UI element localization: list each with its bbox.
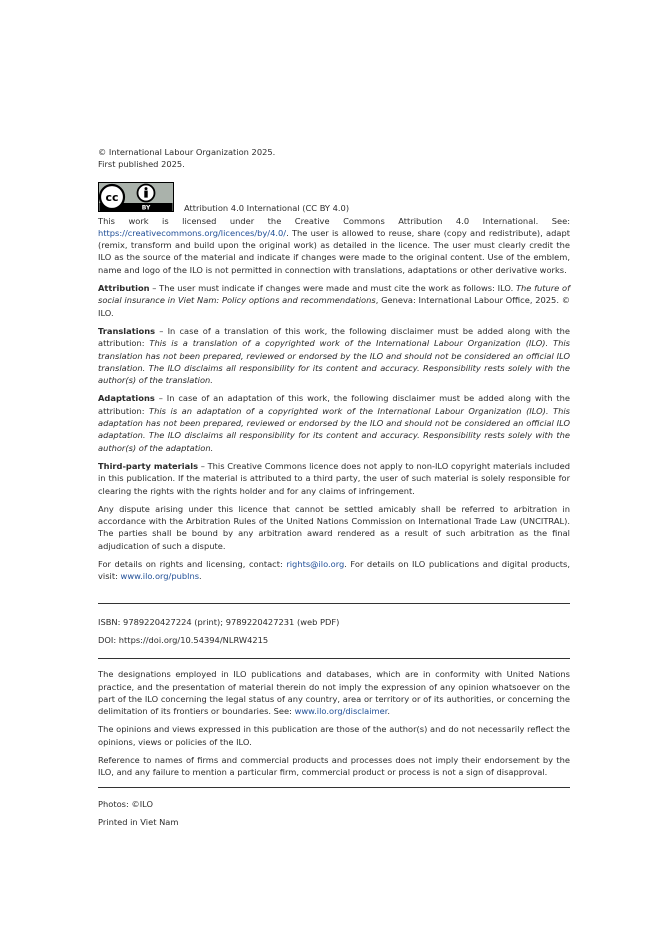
third-party-heading: Third-party materials <box>98 460 199 471</box>
adaptations-paragraph <box>98 392 570 453</box>
copyright-block <box>98 146 570 171</box>
attribution-paragraph <box>98 282 570 319</box>
attribution-text-end: , Geneva: International Labour Office, 2025. © ILO. <box>98 295 570 318</box>
copyright-page <box>98 146 570 828</box>
designations-paragraph <box>98 668 570 717</box>
attribution-heading: Attribution <box>98 283 150 294</box>
first-published-line: First published 2025. <box>98 159 185 170</box>
disclaimer-link[interactable]: www.ilo.org/disclaimer <box>294 706 388 717</box>
contact-text: For details on rights and licensing, contact: <box>98 559 287 570</box>
translations-text: – In case of a translation of this work, the following disclaimer must be added along with the attribution: <box>98 325 570 349</box>
translations-paragraph <box>98 325 570 386</box>
adaptations-heading: Adaptations <box>98 393 155 404</box>
photos-credit: Photos: ©ILO <box>98 798 154 809</box>
publications-link[interactable]: www.ilo.org/publns <box>120 571 200 582</box>
license-paragraph <box>98 215 570 276</box>
svg-text:cc: cc <box>105 190 119 204</box>
dispute-paragraph: Any dispute arising under this licence that cannot be settled amicably shall be referred to arbitration in accordance with the Arbitration Rules of the United Nations Commission on International Trade Law (UNCITRAL). The parties shall be bound by any arbitration award rendered as a result of such arbitration as the final adjudication of such a dispute. <box>98 503 570 551</box>
divider <box>98 603 570 604</box>
cc-by-badge-icon <box>98 182 174 212</box>
designations-text-end: . <box>387 706 391 717</box>
third-party-text: – This Creative Commons licence does not apply to non-ILO copyright materials included in this publication. If the material is attributed to a third party, the user of such material is solely responsible for clearing the rights with the rights holder and for any claims of infringement. <box>98 460 570 496</box>
contact-text-end: . <box>199 571 202 582</box>
contact-paragraph <box>98 558 570 583</box>
doi-line: DOI: https://doi.org/10.54394/NLRW4215 <box>98 634 269 645</box>
license-intro: This work is licensed under the Creative Commons Attribution 4.0 International. See: <box>98 215 570 226</box>
rights-email-link[interactable]: rights@ilo.org <box>286 559 345 570</box>
svg-text:BY: BY <box>141 204 151 212</box>
attribution-text: – The user must indicate if changes were made and must cite the work as follows: ILO. <box>149 283 516 294</box>
endorsement-paragraph: Reference to names of firms and commercial products and processes does not imply their endorsement by the ILO, and any failure to mention a particular firm, commercial product or process is not a sign of disapproval. <box>98 754 570 778</box>
isbn-line: ISBN: 9789220427224 (print); 9789220427231 (web PDF) <box>98 616 340 627</box>
divider <box>98 658 570 659</box>
copyright-line: © International Labour Organization 2025. <box>98 147 276 157</box>
adaptations-disclaimer: This is an adaptation of a copyrighted work of the International Labour Organization (ILO). This adaptation has not been prepared, reviewed or endorsed by the ILO and should not be considered an official ILO adaptation. The ILO disclaims all responsibility for its content and accuracy. Responsibility rests solely with the author(s) of the adaptation. <box>98 405 570 453</box>
cc-license-row <box>98 182 570 212</box>
translations-heading: Translations <box>98 325 156 336</box>
translations-disclaimer: This is a translation of a copyrighted work of the International Labour Organization (ILO). This translation has not been prepared, reviewed or endorsed by the ILO and should not be considered an official ILO translation. The ILO disclaims all responsibility for its content and accuracy. Responsibility rests solely with the author(s) of the translation. <box>98 338 570 386</box>
printed-in: Printed in Viet Nam <box>98 816 179 827</box>
identifiers-block <box>98 616 570 647</box>
contact-text-2: . For details on ILO publications and digital products, visit: <box>98 559 571 582</box>
license-name: Attribution 4.0 International (CC BY 4.0) <box>184 202 350 213</box>
license-url-link[interactable]: https://creativecommons.org/licences/by/4.0/ <box>98 227 287 238</box>
license-body: . The user is allowed to reuse, share (copy and redistribute), adapt (remix, transform and build upon the original work) as detailed in the licence. The user must clearly credit the ILO as the source of the material and indicate if changes were made to the original content. Use of the emblem, name and logo of the ILO is not permitted in connection with translations, adaptations or other derivative works. <box>98 227 570 275</box>
credits-block <box>98 798 570 829</box>
third-party-paragraph <box>98 460 570 497</box>
opinions-paragraph: The opinions and views expressed in this publication are those of the author(s) and do not necessarily reflect the opinions, views or policies of the ILO. <box>98 724 570 747</box>
attribution-title: The future of social insurance in Viet Nam: Policy options and recommendations <box>98 283 570 306</box>
designations-text: The designations employed in ILO publications and databases, which are in conformity with United Nations practice, and the presentation of material therein do not imply the expression of any opinion whatsoever on the part of the ILO concerning the legal status of any country, area or territory or of its authorities, or concerning the delimitation of its frontiers or boundaries. See: <box>98 669 570 717</box>
adaptations-text: – In case of an adaptation of this work, the following disclaimer must be added along with the attribution: <box>98 393 570 416</box>
divider <box>98 787 570 788</box>
